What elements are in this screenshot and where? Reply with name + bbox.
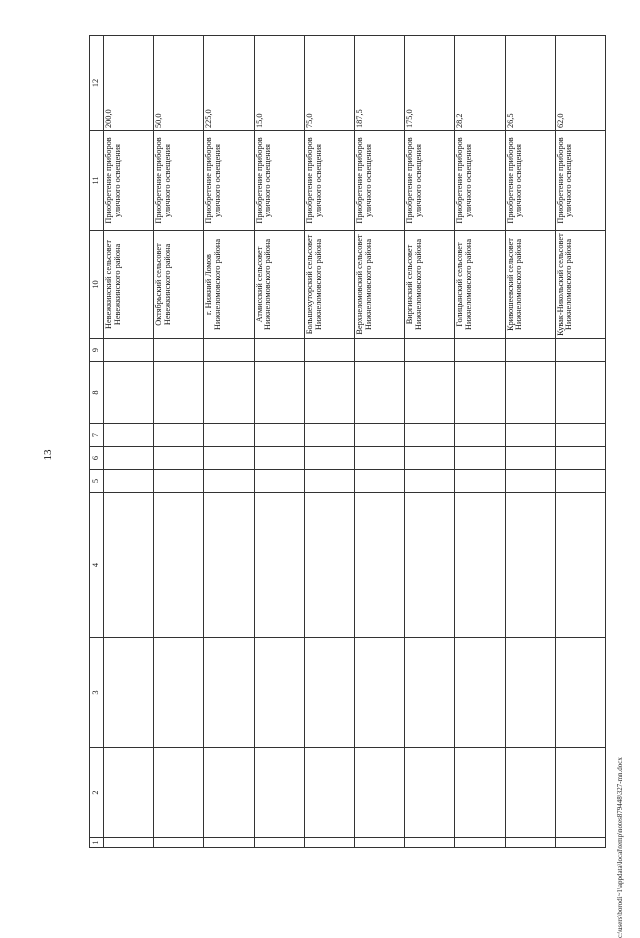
empty-cell [354,470,404,493]
empty-cell [505,748,555,838]
purpose-cell: Приобретение приборов уличного освещения [405,131,455,231]
empty-cell [405,362,455,424]
document-file-path: c:\users\borodi~1\appdata\local\temp\notes879448\327-mn.docx [616,757,624,938]
purpose-cell: Приобретение приборов уличного освещения [555,131,605,231]
empty-cell [405,424,455,447]
column-number: 3 [90,638,104,748]
empty-cell [304,838,354,848]
empty-cell [204,339,254,362]
empty-cell [555,470,605,493]
empty-cell [455,638,505,748]
empty-cell [304,748,354,838]
empty-cell [254,638,304,748]
empty-cell [405,838,455,848]
empty-cell [455,424,505,447]
purpose-cell: Приобретение приборов уличного освещения [455,131,505,231]
table-row [455,36,505,848]
empty-cell [104,748,154,838]
purpose-cell: Приобретение приборов уличного освещения [354,131,404,231]
empty-cell [154,638,204,748]
empty-cell [555,638,605,748]
empty-cell [204,447,254,470]
purpose-cell: Приобретение приборов уличного освещения [505,131,555,231]
purpose-cell: Приобретение приборов уличного освещения [254,131,304,231]
empty-cell [104,447,154,470]
data-table [89,35,606,848]
column-number: 2 [90,748,104,838]
column-number: 5 [90,470,104,493]
amount-cell: 200,0 [104,36,154,131]
amount-cell: 50,0 [154,36,204,131]
settlement-cell: Голицынский сельсовет Нижнеломовского района [455,231,505,339]
empty-cell [455,339,505,362]
settlement-cell: Октябрьский сельсовет Невежкинского района [154,231,204,339]
empty-cell [455,362,505,424]
settlement-cell: Атмисский сельсовет Нижнеломовского района [254,231,304,339]
amount-cell: 26,5 [505,36,555,131]
empty-cell [104,493,154,638]
empty-cell [405,447,455,470]
empty-cell [304,638,354,748]
empty-cell [405,493,455,638]
table-row [555,36,605,848]
empty-cell [555,424,605,447]
column-number: 10 [90,231,104,339]
empty-cell [455,748,505,838]
empty-cell [304,447,354,470]
empty-cell [204,748,254,838]
empty-cell [354,493,404,638]
empty-cell [154,424,204,447]
empty-cell [304,362,354,424]
amount-cell: 28,2 [455,36,505,131]
empty-cell [555,362,605,424]
amount-cell: 225,0 [204,36,254,131]
column-number: 6 [90,447,104,470]
settlement-cell: г. Нижний Ломов Нижнеломовского района [204,231,254,339]
empty-cell [354,748,404,838]
table-row [104,36,154,848]
empty-cell [254,838,304,848]
empty-cell [154,339,204,362]
settlement-cell: Кривошеевский сельсовет Нижнеломовского района [505,231,555,339]
column-number: 12 [90,36,104,131]
purpose-cell: Приобретение приборов уличного освещения [154,131,204,231]
column-number-row [90,36,104,848]
rotated-table-wrapper [89,36,606,848]
empty-cell [555,493,605,638]
empty-cell [254,362,304,424]
table-row [505,36,555,848]
empty-cell [104,638,154,748]
column-number: 11 [90,131,104,231]
empty-cell [154,838,204,848]
settlement-cell: Большехуторский сельсовет Нижнеломовского района [304,231,354,339]
column-number: 9 [90,339,104,362]
empty-cell [204,493,254,638]
amount-cell: 175,0 [405,36,455,131]
empty-cell [204,424,254,447]
purpose-cell: Приобретение приборов уличного освещения [204,131,254,231]
settlement-cell: Верхнеломовский сельсовет Нижнеломовского района [354,231,404,339]
empty-cell [104,339,154,362]
empty-cell [555,339,605,362]
amount-cell: 62,0 [555,36,605,131]
empty-cell [555,447,605,470]
empty-cell [304,493,354,638]
empty-cell [354,424,404,447]
empty-cell [204,362,254,424]
settlement-cell: Кувак-Никольский сельсовет Нижнеломовского района [555,231,605,339]
empty-cell [254,339,304,362]
empty-cell [455,493,505,638]
empty-cell [505,424,555,447]
empty-cell [455,470,505,493]
empty-cell [354,362,404,424]
empty-cell [505,470,555,493]
amount-cell: 15,0 [254,36,304,131]
page-number: 13 [42,449,54,461]
empty-cell [154,447,204,470]
empty-cell [254,493,304,638]
table-stage [89,36,606,848]
table-row [354,36,404,848]
empty-cell [104,470,154,493]
empty-cell [154,470,204,493]
empty-cell [204,470,254,493]
empty-cell [254,748,304,838]
empty-cell [354,638,404,748]
empty-cell [104,424,154,447]
column-number: 8 [90,362,104,424]
empty-cell [304,424,354,447]
empty-cell [505,447,555,470]
purpose-cell: Приобретение приборов уличного освещения [304,131,354,231]
empty-cell [505,838,555,848]
settlement-cell: Виргинский сельсовет Нижнеломовского района [405,231,455,339]
empty-cell [254,447,304,470]
table-row [254,36,304,848]
amount-cell: 187,5 [354,36,404,131]
empty-cell [354,447,404,470]
empty-cell [405,748,455,838]
empty-cell [455,447,505,470]
empty-cell [154,493,204,638]
column-number: 7 [90,424,104,447]
empty-cell [405,638,455,748]
empty-cell [154,362,204,424]
empty-cell [354,339,404,362]
empty-cell [455,838,505,848]
empty-cell [204,838,254,848]
purpose-cell: Приобретение приборов уличного освещения [104,131,154,231]
empty-cell [505,362,555,424]
empty-cell [505,638,555,748]
column-number: 4 [90,493,104,638]
empty-cell [104,362,154,424]
amount-cell: 75,0 [304,36,354,131]
table-row [405,36,455,848]
empty-cell [104,838,154,848]
empty-cell [505,493,555,638]
empty-cell [304,470,354,493]
settlement-cell: Невежкинский сельсовет Невежкинского района [104,231,154,339]
empty-cell [254,470,304,493]
column-number: 1 [90,838,104,848]
table-row [304,36,354,848]
empty-cell [555,838,605,848]
empty-cell [254,424,304,447]
empty-cell [304,339,354,362]
table-row [154,36,204,848]
empty-cell [204,638,254,748]
empty-cell [555,748,605,838]
empty-cell [154,748,204,838]
empty-cell [505,339,555,362]
empty-cell [354,838,404,848]
empty-cell [405,339,455,362]
table-row [204,36,254,848]
empty-cell [405,470,455,493]
